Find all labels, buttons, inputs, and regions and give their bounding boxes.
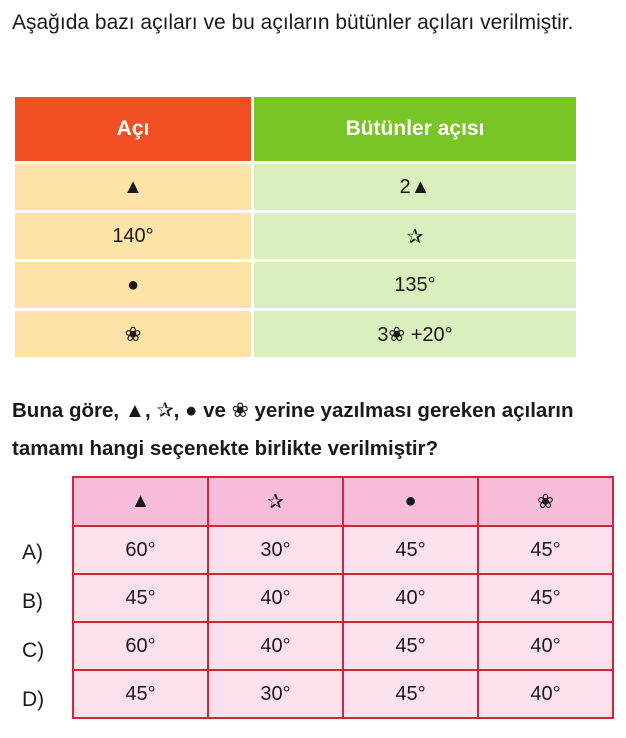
table-cell: 30° [208,526,343,574]
option-label-a[interactable]: A) [22,541,43,564]
circle-icon: ● [15,259,251,308]
angles-table [12,97,579,357]
table-cell: 40° [208,622,343,670]
table-cell: 45° [478,526,613,574]
table-cell: 2▲ [254,161,576,210]
table-cell: 45° [73,670,208,718]
table-cell: 40° [343,574,478,622]
star-icon: ✰ [208,477,343,526]
angles-table-header [15,97,576,161]
star-icon: ✰ [254,210,576,259]
table-cell: 40° [478,622,613,670]
table-cell: 3❀ +20° [254,308,576,357]
flower-icon: ❀ [15,308,251,357]
options-table [72,476,614,719]
question-text: Buna göre, ▲, ✰, ● ve ❀ yerine yazılması gereken açıların tamamı hangi seçenekte birlikte verilmiştir? [12,399,574,460]
table-cell: 140° [15,210,251,259]
table-cell: 135° [254,259,576,308]
table-cell: 45° [343,670,478,718]
option-label-b[interactable]: B) [22,590,43,613]
option-row-b[interactable] [73,574,613,622]
table-cell: 45° [478,574,613,622]
table-row [15,308,576,357]
option-row-a[interactable] [73,526,613,574]
option-row-c[interactable] [73,622,613,670]
option-row-d[interactable] [73,670,613,718]
table-cell: 60° [73,526,208,574]
options-header-row [73,477,613,526]
table-row [15,210,576,259]
circle-icon: ● [343,477,478,526]
table-cell: 40° [478,670,613,718]
header-angle: Açı [15,97,251,161]
header-supplementary: Bütünler açısı [254,97,576,161]
table-cell: 45° [73,574,208,622]
table-cell: 60° [73,622,208,670]
table-cell: 45° [343,622,478,670]
table-cell: 30° [208,670,343,718]
table-row [15,259,576,308]
triangle-icon: ▲ [15,161,251,210]
table-row [15,161,576,210]
option-label-c[interactable]: C) [22,639,45,662]
option-label-d[interactable]: D) [22,688,45,711]
table-cell: 45° [343,526,478,574]
option-labels [22,528,44,724]
flower-icon: ❀ [478,477,613,526]
triangle-icon: ▲ [73,477,208,526]
intro-text: Aşağıda bazı açıları ve bu açıların bütünler açıları verilmiştir. [12,11,574,34]
table-cell: 40° [208,574,343,622]
